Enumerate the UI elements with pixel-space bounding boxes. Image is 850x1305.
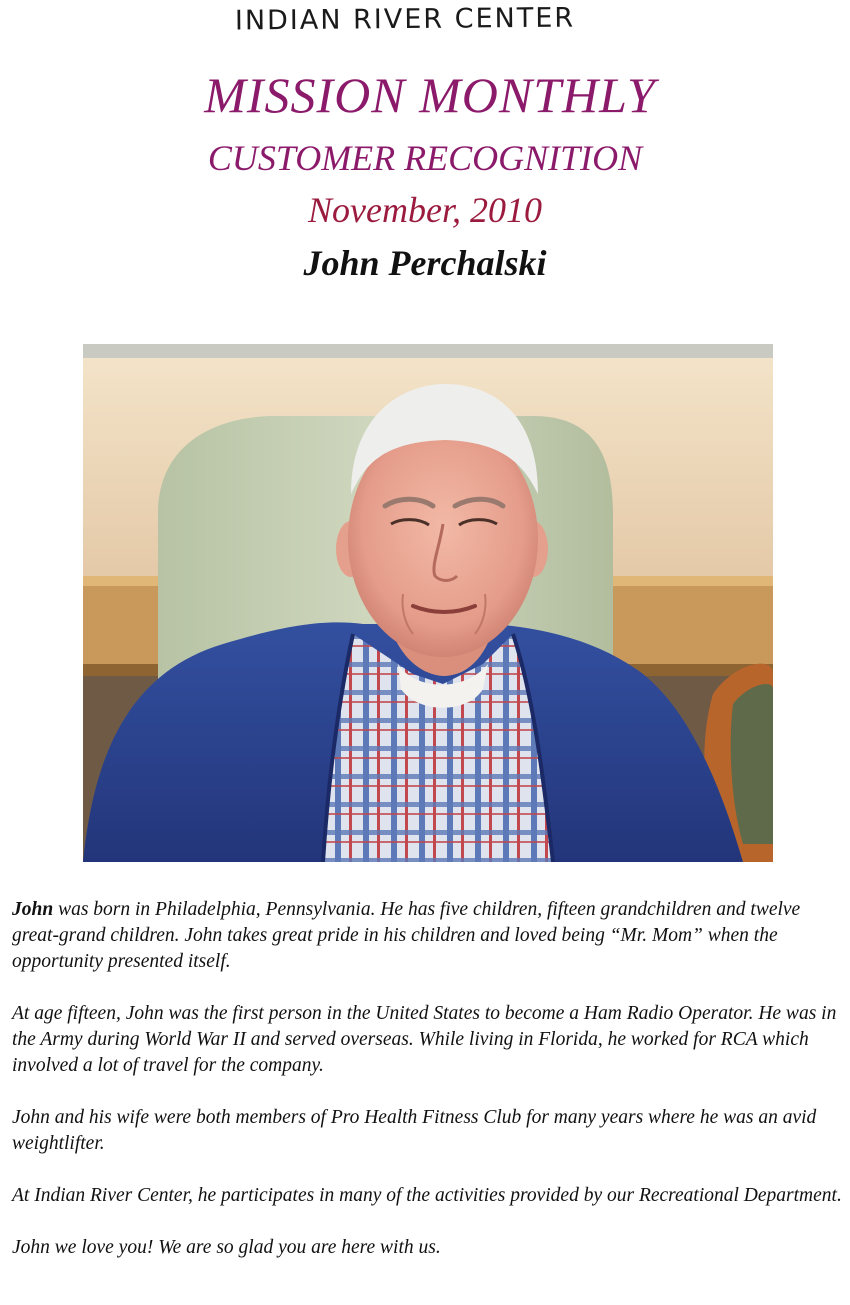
- newsletter-title: MISSION MONTHLY: [204, 67, 656, 123]
- article-paragraph-1: [12, 897, 847, 975]
- article-paragraph-1-text: was born in Philadelphia, Pennsylvania. He has five children, fifteen grandchildren and twelve great-grand children. John takes great pride in his children and loved being “Mr. Mom” when the opportunity presented itself.: [12, 899, 801, 972]
- recognition-subtitle: CUSTOMER RECOGNITION: [207, 138, 643, 178]
- article-lead-name: John: [12, 899, 54, 920]
- article-paragraph-4: At Indian River Center, he participates in many of the activities provided by our Recreational Department.: [12, 1185, 842, 1206]
- honoree-name: John Perchalski: [303, 243, 547, 283]
- issue-date: November, 2010: [308, 190, 542, 230]
- article-paragraph-5: John we love you! We are so glad you are here with us.: [12, 1237, 441, 1258]
- handwritten-center-label: INDIAN RIVER CENTER: [234, 2, 576, 37]
- article-paragraph-3: John and his wife were both members of Pro Health Fitness Club for many years where he was an avid weightlifter.: [12, 1107, 817, 1154]
- honoree-photo: [83, 344, 773, 862]
- article-body: [12, 897, 847, 1287]
- article-paragraph-2: At age fifteen, John was the first person in the United States to become a Ham Radio Operator. He was in the Army during World War II and served overseas. While living in Florida, he worked for RCA which involved a lot of travel for the company.: [12, 1003, 837, 1076]
